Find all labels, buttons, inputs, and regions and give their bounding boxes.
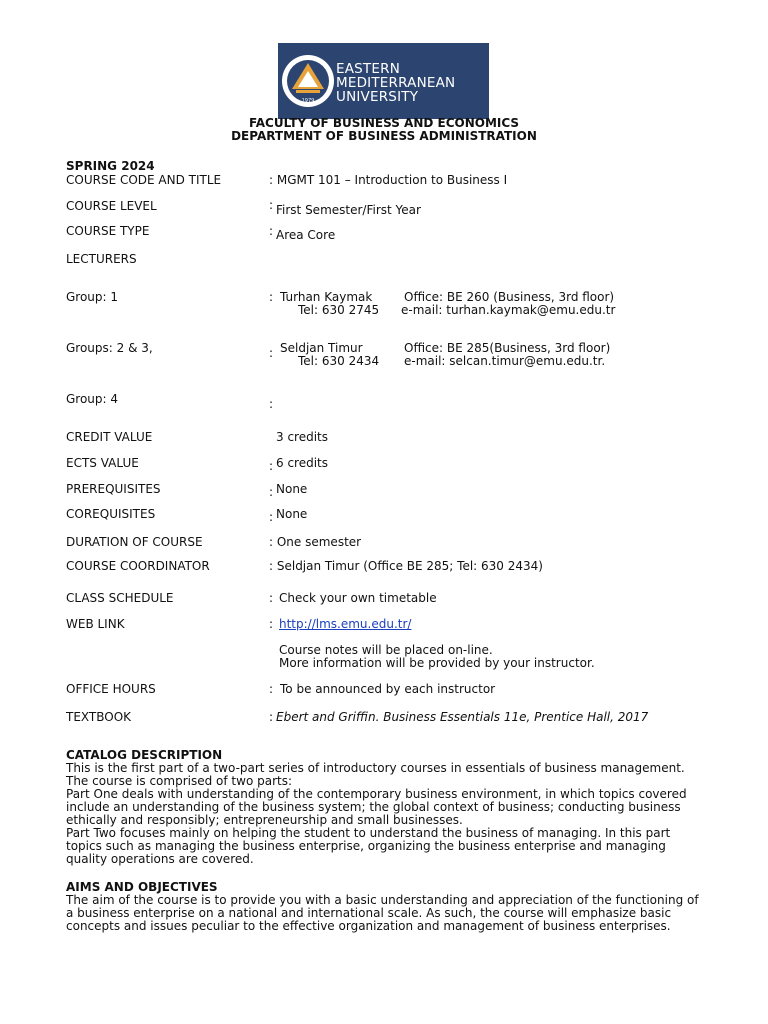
group23-label: Groups: 2 & 3, (66, 341, 153, 355)
term-label: SPRING 2024 (66, 159, 155, 173)
weblink-note-2: More information will be provided by your instructor. (279, 656, 595, 670)
lms-link[interactable]: http://lms.emu.edu.tr/ (279, 617, 412, 631)
course-level-label: COURSE LEVEL (66, 199, 157, 213)
ects-value: 6 credits (276, 456, 329, 470)
credit-label: CREDIT VALUE (66, 430, 153, 444)
emu-seal-icon (280, 46, 336, 116)
prerequisites-label: PREREQUISITES (66, 482, 161, 496)
course-type-value: Area Core (276, 228, 336, 242)
logo-wordmark: EASTERN MEDITERRANEAN UNIVERSITY (336, 61, 456, 105)
weblink-note-1: Course notes will be placed on-line. (279, 643, 493, 657)
colon: : (269, 510, 274, 524)
class-schedule-value: Check your own timetable (279, 591, 437, 605)
corequisites-label: COREQUISITES (66, 507, 156, 521)
coordinator-value: : Seldjan Timur (Office BE 285; Tel: 630 2434) (269, 559, 543, 573)
colon: : (269, 198, 274, 212)
ects-label: ECTS VALUE (66, 456, 139, 470)
duration-label: DURATION OF COURSE (66, 535, 203, 549)
colon: : (269, 617, 274, 631)
svg-text:1979: 1979 (301, 98, 315, 104)
office-hours-label: OFFICE HOURS (66, 682, 156, 696)
group1-email: e-mail: turhan.kaymak@emu.edu.tr (401, 303, 616, 317)
credit-value: 3 credits (276, 430, 329, 444)
faculty-heading: FACULTY OF BUSINESS AND ECONOMICS (248, 116, 520, 130)
group1-lecturer-name: Turhan Kaymak (280, 290, 373, 304)
catalog-paragraph-2: Part One deals with understanding of the contemporary business environment, in which topics covered include an understanding of the business system; the global context of business; conducting business ethically and responsibly; entrepreneurship and small businesses. (66, 787, 687, 827)
aims-objectives (66, 881, 706, 933)
colon: : (269, 397, 274, 411)
colon: : (269, 591, 274, 605)
group23-email: e-mail: selcan.timur@emu.edu.tr. (404, 354, 606, 368)
course-level-value: First Semester/First Year (276, 203, 421, 217)
colon: : (269, 346, 274, 360)
colon: : (269, 485, 274, 499)
colon: : (269, 682, 274, 696)
colon: : (269, 710, 274, 724)
course-type-label: COURSE TYPE (66, 224, 150, 238)
catalog-paragraph-1: This is the first part of a two-part series of introductory courses in essentials of business management. The course is comprised of two parts: (66, 761, 685, 788)
class-schedule-label: CLASS SCHEDULE (66, 591, 174, 605)
catalog-title: CATALOG DESCRIPTION (66, 748, 223, 762)
catalog-description (66, 749, 706, 866)
office-hours-value: To be announced by each instructor (280, 682, 496, 696)
university-logo (278, 43, 489, 119)
department-heading: DEPARTMENT OF BUSINESS ADMINISTRATION (231, 129, 537, 143)
duration-value: : One semester (269, 535, 362, 549)
coordinator-label: COURSE COORDINATOR (66, 559, 210, 573)
group23-tel: Tel: 630 2434 (298, 354, 380, 368)
group23-office: Office: BE 285(Business, 3rd floor) (404, 341, 611, 355)
colon: : (269, 459, 274, 473)
group4-label: Group: 4 (66, 392, 119, 406)
textbook-label: TEXTBOOK (66, 710, 132, 724)
course-code-label: COURSE CODE AND TITLE (66, 173, 222, 187)
lecturers-label: LECTURERS (66, 252, 137, 266)
catalog-paragraph-3: Part Two focuses mainly on helping the student to understand the business of managing. In this part topics such as managing the business enterprise, organizing the business enterprise and managing quality operations are covered. (66, 826, 671, 866)
course-code-value: : MGMT 101 – Introduction to Business I (269, 173, 508, 187)
group23-lecturer-name: Seldjan Timur (280, 341, 363, 355)
aims-title: AIMS AND OBJECTIVES (66, 880, 218, 894)
prerequisites-value: None (276, 482, 308, 496)
group1-label: Group: 1 (66, 290, 119, 304)
web-link-label: WEB LINK (66, 617, 125, 631)
corequisites-value: None (276, 507, 308, 521)
textbook-value: Ebert and Griffin. Business Essentials 11e, Prentice Hall, 2017 (276, 710, 649, 724)
aims-paragraph-1: The aim of the course is to provide you with a basic understanding and appreciation of the functioning of a business enterprise on a national and international scale. As such, the course will emphasize basic concepts and issues peculiar to the effective organization and management of business enterprises. (66, 893, 699, 933)
group1-tel: Tel: 630 2745 (298, 303, 380, 317)
colon: : (269, 224, 274, 238)
colon: : (269, 290, 274, 304)
group1-office: Office: BE 260 (Business, 3rd floor) (404, 290, 615, 304)
